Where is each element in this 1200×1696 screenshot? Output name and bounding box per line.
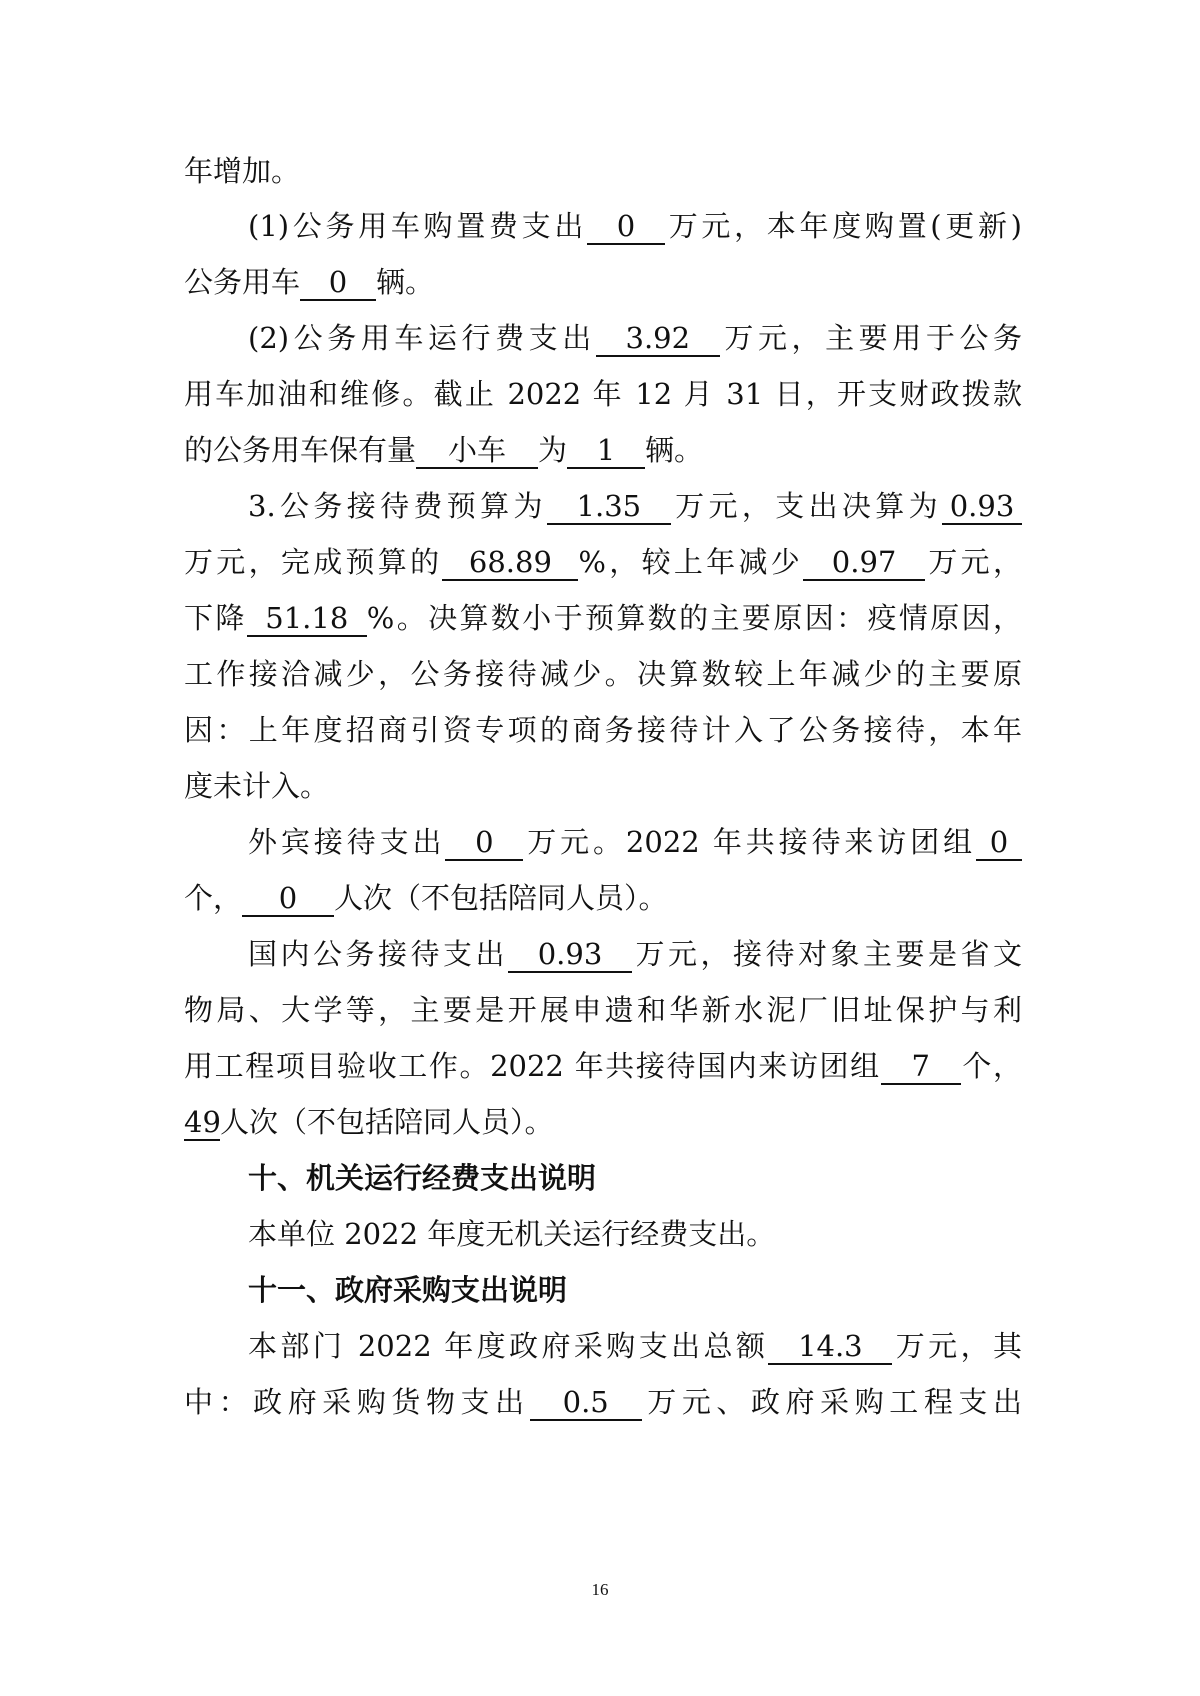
paragraph-line: 个， 0 人次（不包括陪同人员）。: [184, 881, 668, 915]
paragraph-line: 公务用车 0 辆。: [184, 265, 435, 299]
paragraph-line: 本单位 2022 年度无机关运行经费支出。: [248, 1217, 776, 1251]
paragraph-line: (1)公务用车购置费支出 0 万元，本年度购置(更新): [248, 209, 1022, 243]
underlined-value: 0: [445, 825, 523, 861]
underlined-value: 49: [184, 1105, 221, 1139]
underlined-value: 0.93: [942, 489, 1022, 525]
paragraph-line: 因：上年度招商引资专项的商务接待计入了公务接待，本年: [184, 713, 1022, 747]
underlined-value: 0.5: [530, 1385, 642, 1421]
paragraph-line: 本部门 2022 年度政府采购支出总额 14.3 万元，其: [248, 1329, 1022, 1363]
paragraph-line: 度未计入。: [184, 769, 330, 803]
underlined-value: 0: [242, 881, 334, 917]
underlined-value: 68.89: [442, 545, 578, 581]
underlined-value: 0: [587, 209, 665, 245]
page-number: 16: [591, 1580, 609, 1599]
paragraph-line: 的公务用车保有量 小车 为 1 辆。: [184, 433, 704, 467]
underlined-value: 7: [881, 1049, 961, 1085]
underlined-value: 1: [567, 433, 645, 469]
underlined-value: 0.97: [803, 545, 925, 581]
paragraph-line: 用工程项目验收工作。2022 年共接待国内来访团组 7 个，: [184, 1049, 1022, 1083]
underlined-value: 14.3: [768, 1329, 892, 1365]
paragraph-line: 3.公务接待费预算为 1.35 万元，支出决算为 0.93: [248, 481, 1022, 531]
paragraph-line: 中：政府采购货物支出 0.5 万元、政府采购工程支出: [184, 1385, 1022, 1419]
paragraph-line: 外宾接待支出 0 万元。2022 年共接待来访团组 0: [248, 817, 1022, 867]
underlined-value: 0: [300, 265, 376, 301]
paragraph-line: 万元，完成预算的 68.89 %，较上年减少 0.97 万元，: [184, 545, 1022, 579]
paragraph-line: 国内公务接待支出 0.93 万元，接待对象主要是省文: [248, 937, 1022, 971]
section-heading: 十一、政府采购支出说明: [248, 1273, 568, 1307]
paragraph-line: 用车加油和维修。截止 2022 年 12 月 31 日，开支财政拨款: [184, 377, 1022, 411]
underlined-value: 0: [976, 825, 1022, 861]
paragraph-line: 49人次（不包括陪同人员）。: [184, 1105, 554, 1139]
underlined-value: 1.35: [547, 489, 671, 525]
underlined-value: 小车: [416, 433, 538, 469]
section-heading: 十、机关运行经费支出说明: [248, 1161, 597, 1195]
underlined-value: 0.93: [508, 937, 632, 973]
paragraph-line: (2)公务用车运行费支出 3.92 万元，主要用于公务: [248, 321, 1022, 355]
paragraph-line: 下降 51.18 %。决算数小于预算数的主要原因：疫情原因，: [184, 601, 1022, 635]
underlined-value: 3.92: [596, 321, 720, 357]
paragraph-line: 年增加。: [184, 154, 301, 188]
paragraph-line: 物局、大学等，主要是开展申遗和华新水泥厂旧址保护与利: [184, 993, 1022, 1027]
paragraph-line: 工作接洽减少，公务接待减少。决算数较上年减少的主要原: [184, 657, 1022, 691]
underlined-value: 51.18: [247, 601, 367, 637]
